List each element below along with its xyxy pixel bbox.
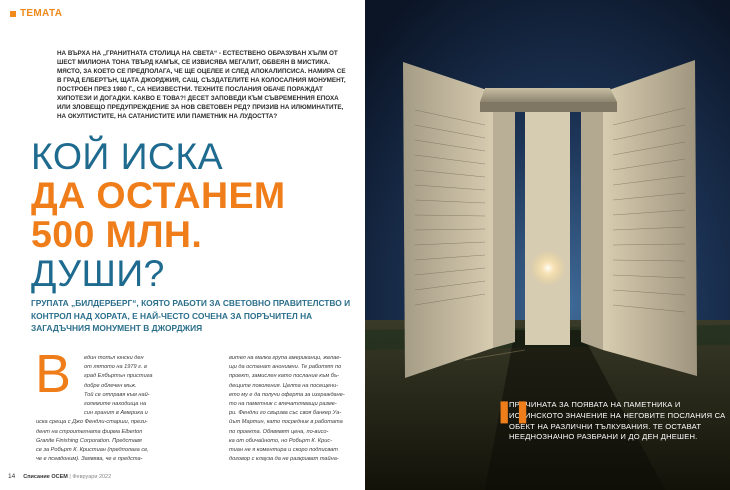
body-line: добре облечен мъж. — [84, 382, 137, 389]
body-line: иска среща с Джо Фендли-старши, прези- — [36, 419, 148, 426]
pull-quote-text: ПРИЧИНАТА ЗА ПОЯВАТА НА ПАМЕТНИКА И ИСТИНСКОТО ЗНАЧЕНИЕ НА НЕГОВИТЕ ПОСЛАНИЯ СА ОБЕКТ НА РАЗЛИЧНИ ТЪЛКУВАНИЯ. ТЕ ОСТАВАТ НЕЕДНОЗНАЧНО РАЗБРАНИ И ДО ДЕН ДНЕШЕН. — [509, 400, 726, 442]
article-headline — [31, 137, 361, 293]
headline-line-1: КОЙ ИСКА — [31, 135, 224, 177]
body-line: по проекта. Обявявят цена, по-висо- — [229, 428, 329, 435]
body-line: ето му е да получи оферта за изграждане- — [229, 391, 345, 398]
body-line: Granite Finishing Corporation. Представя — [36, 437, 142, 444]
right-page — [365, 0, 730, 490]
page-footer — [8, 473, 111, 480]
page-number: 14 — [8, 473, 16, 480]
headline-line-4: ДУШИ? — [31, 252, 165, 294]
body-line: тиан не я коментира и скоро подписват — [229, 447, 338, 454]
body-line: един топъл юнски ден — [84, 355, 144, 361]
drop-cap: В — [35, 344, 72, 404]
body-line: дент на строителната фирма Elberton — [36, 428, 143, 435]
body-line: от лятото на 1979 г. в — [84, 364, 147, 371]
body-line: ка от обичайното, но Робърт К. Крис- — [229, 437, 332, 444]
body-line: проект, замислен като послание към бъ- — [229, 373, 340, 380]
body-line: Той се отправя към най- — [84, 391, 150, 398]
issue-date: | Февруари 2022 — [69, 474, 112, 480]
body-line: син гранит в Америка и — [84, 410, 148, 417]
body-line: договор с клауза да не разкриват тайна- — [229, 456, 339, 463]
section-tag — [10, 8, 62, 19]
section-label: ТЕМАТА — [20, 8, 63, 19]
body-line: големите находища на — [84, 401, 147, 407]
pull-quote — [495, 400, 727, 443]
body-line: вител на малка група американци, желае- — [229, 355, 342, 361]
body-line: щи да останат анонимни. Те работят по — [229, 364, 342, 371]
body-column-2 — [229, 354, 359, 464]
quote-mark-icon: ❚❚ — [495, 398, 532, 423]
subheadline: ГРУПАТА „БИЛДЕРБЕРГ“, КОЯТО РАБОТИ ЗА СВЕТОВНО ПРАВИТЕЛСТВО И КОНТРОЛ НАД ХОРАТА, Е НАЙ-ЧЕСТО СОЧЕНА ЗА ПОРЪЧИТЕЛ НА ЗАГАДЪЧНИЯ МОНУМЕНТ В ДЖОРДЖИЯ — [31, 298, 351, 333]
magazine-name: Списание ОСЕМ — [23, 474, 68, 480]
lead-paragraph: НА ВЪРХА НА „ГРАНИТНАТА СТОЛИЦА НА СВЕТА“ - ЕСТЕСТВЕНО ОБРАЗУВАН ХЪЛМ ОТ ШЕСТ МИЛИОНА ТОНА ТВЪРД КАМЪК, СЕ ИЗВИСЯВА МЕГАЛИТ, ОБВЕЯН В МИСТИКА. МЯСТО, ЗА КОЕТО СЕ ПРЕДПОЛАГА, ЧЕ ЩЕ ОЦЕЛЕЕ И СЛЕД АПОКАЛИПСИСА. НАМИРА СЕ В ГРАД ЕЛБЕРТЪН, ЩАТА ДЖОРДЖИЯ, САЩ. СЪЗДАТЕЛИТЕ НА КОЛОСАЛНИЯ МОНУМЕНТ, ПОСТРОЕН ПРЕЗ 1980 Г., СА НЕИЗВЕСТНИ. ТЕХНИТЕ ПОСЛАНИЯ ОБАЧЕ ПОРАЖДАТ ХИПОТЕЗИ И ДОГАДКИ. КАКВО Е ТОВА?! ДЕСЕТ ЗАПОВЕДИ КЪМ СЪВРЕМЕННИЯ ЕПОХА ИЛИ ЗЛОВЕЩО ПРЕДУПРЕЖДЕНИЕ ЗА НОВ СВЕТОВЕН РЕД? ПРИЗИВ НА ИЛЮМИНАТИТЕ, НА ОКУЛТИСТИТЕ, НА САТАНИСТИТЕ ИЛИ ПАМЕТНИК НА ЛУДОСТТА? — [57, 50, 346, 120]
body-column-1-top — [84, 354, 204, 400]
body-line: дещите поколения. Целта на посещени- — [229, 382, 339, 389]
headline-line-3: 500 МЛН. — [31, 213, 203, 255]
body-line: йът Мартин, като посредник в работата — [229, 419, 343, 426]
body-column-1-bottom — [36, 400, 204, 464]
body-line: че е псевдоним). Заявява, че е предста- — [36, 456, 143, 463]
body-line: се за Робърт К. Кристиан (предполага се, — [36, 447, 149, 454]
section-square-icon — [10, 11, 16, 17]
headline-line-2: ДА ОСТАНЕМ — [31, 174, 286, 216]
body-line: ри. Фендли го свързва със своя банкер Уа- — [229, 410, 342, 417]
body-line: град Елбъртън пристига — [84, 373, 153, 380]
body-line: то на паметник с впечатляващи разме- — [229, 401, 337, 408]
